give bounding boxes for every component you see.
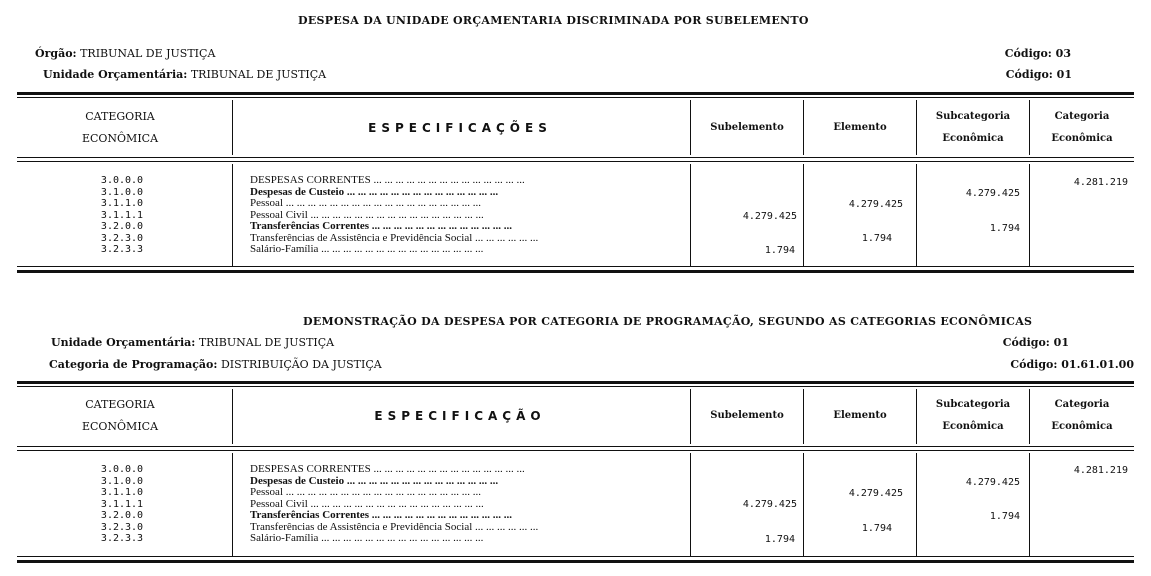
meta-value: TRIBUNAL DE JUSTIÇA	[190, 68, 327, 81]
spec-column	[250, 175, 686, 256]
row-code: 3.0.0.0	[100, 175, 144, 186]
table-bottom-rule	[17, 556, 1134, 557]
table-bottom-rule	[17, 266, 1134, 267]
value-subcategoria: 4.279.425	[965, 188, 1020, 199]
header-especificacoes: ESPECIFICAÇÕES	[368, 121, 552, 135]
header-bottom-rule	[17, 446, 1134, 447]
row-code: 3.2.0.0	[100, 221, 144, 232]
row-spec: Transferências de Assistência e Previdência Social ... ... ... ... ... ...	[250, 521, 539, 533]
meta-value: TRIBUNAL DE JUSTIÇA	[80, 47, 216, 60]
value-subelemento: 4.279.425	[742, 499, 797, 510]
table-bottom-rule	[17, 560, 1134, 563]
header-line: ECONÔMICA	[81, 132, 159, 145]
header-line: Categoria	[1054, 399, 1110, 410]
row-spec: Salário-Família ... ... ... ... ... ... ... ... ... ... ... ... ... ... ...	[250, 244, 484, 255]
col-divider	[803, 164, 804, 266]
value-subcategoria: 4.279.425	[965, 477, 1020, 488]
row-spec: Transferências Correntes ... ... ... ... ... ... ... ... ... ... ... ... ...	[250, 221, 513, 232]
header-subelemento: Subelemento	[710, 410, 784, 421]
section2-code-programacao: Código: 01.61.01.00	[1010, 358, 1134, 371]
header-line: CATEGORIA	[85, 110, 155, 123]
header-categoria-economica	[60, 394, 180, 438]
header-line: Econômica	[1051, 133, 1113, 144]
col-divider	[916, 164, 917, 266]
section1-code-orgao: Código: 03	[1004, 47, 1071, 60]
table-top-rule	[17, 92, 1134, 95]
row-spec: Pessoal ... ... ... ... ... ... ... ... ... ... ... ... ... ... ... ... ... ...	[250, 198, 481, 209]
section2-code-unidade: Código: 01	[1002, 336, 1069, 349]
header-line: Subcategoria	[935, 111, 1011, 122]
section1-meta-unidade	[43, 68, 326, 81]
value-elemento: 4.279.425	[848, 199, 903, 210]
value-subelemento: 1.794	[764, 245, 795, 256]
row-spec: DESPESAS CORRENTES ... ... ... ... ... ... ... ... ... ... ... ... ... ...	[250, 464, 525, 475]
header-categoria-economica	[60, 106, 180, 150]
section1-meta-orgao	[35, 47, 215, 60]
row-spec: Despesas de Custeio ... ... ... ... ... ... ... ... ... ... ... ... ... ...	[250, 186, 499, 198]
row-spec: Despesas de Custeio ... ... ... ... ... ... ... ... ... ... ... ... ... ...	[250, 475, 499, 487]
header-subelemento: Subelemento	[710, 122, 784, 133]
meta-label: Unidade Orçamentária:	[43, 68, 188, 81]
row-code: 3.1.0.0	[100, 475, 144, 487]
row-code: 3.1.1.0	[100, 487, 144, 498]
section2-meta-programacao	[49, 358, 382, 371]
row-code: 3.2.3.0	[100, 521, 144, 533]
row-code: 3.0.0.0	[100, 464, 144, 475]
table-bottom-rule	[17, 270, 1134, 273]
spec-column	[250, 464, 686, 545]
value-subelemento: 4.279.425	[742, 211, 797, 222]
meta-label: Órgão:	[35, 47, 77, 60]
row-code: 3.2.3.3	[100, 533, 144, 544]
header-subcategoria	[917, 394, 1029, 438]
row-code: 3.1.1.1	[100, 209, 144, 221]
header-line: Econômica	[1051, 421, 1113, 432]
code-column	[62, 175, 182, 256]
header-especificacao: ESPECIFICAÇÃO	[374, 409, 546, 423]
header-line: CATEGORIA	[85, 398, 155, 411]
section1-code-unidade: Código: 01	[1005, 68, 1072, 81]
row-code: 3.1.1.0	[100, 198, 144, 209]
col-divider	[916, 453, 917, 556]
table-top-rule-thin	[17, 97, 1134, 98]
row-spec: Pessoal Civil ... ... ... ... ... ... ... ... ... ... ... ... ... ... ... ...	[250, 209, 484, 221]
header-categoria	[1030, 106, 1134, 150]
col-divider	[803, 453, 804, 556]
meta-label: Categoria de Programação:	[49, 358, 218, 371]
section2-title: DEMONSTRAÇÃO DA DESPESA POR CATEGORIA DE PROGRAMAÇÃO, SEGUNDO AS CATEGORIAS ECONÔMICAS	[303, 315, 1033, 328]
col-divider	[232, 389, 233, 444]
row-code: 3.2.0.0	[100, 510, 144, 521]
header-bottom-rule	[17, 161, 1134, 162]
header-line: ECONÔMICA	[81, 420, 159, 433]
header-line: Econômica	[942, 421, 1004, 432]
section1-title: DESPESA DA UNIDADE ORÇAMENTARIA DISCRIMINADA POR SUBELEMENTO	[298, 14, 809, 27]
col-divider	[232, 100, 233, 155]
header-subcategoria	[917, 106, 1029, 150]
row-spec: Pessoal ... ... ... ... ... ... ... ... ... ... ... ... ... ... ... ... ... ...	[250, 487, 481, 498]
header-categoria	[1030, 394, 1134, 438]
header-elemento: Elemento	[833, 122, 887, 133]
meta-label: Unidade Orçamentária:	[51, 336, 196, 349]
value-elemento: 1.794	[861, 523, 892, 534]
header-line: Subcategoria	[935, 399, 1011, 410]
value-elemento: 1.794	[861, 233, 892, 244]
value-subelemento: 1.794	[764, 534, 795, 545]
row-spec: Pessoal Civil ... ... ... ... ... ... ... ... ... ... ... ... ... ... ... ...	[250, 498, 484, 510]
meta-value: TRIBUNAL DE JUSTIÇA	[198, 336, 335, 349]
row-code: 3.1.1.1	[100, 498, 144, 510]
row-spec: Salário-Família ... ... ... ... ... ... ... ... ... ... ... ... ... ... ...	[250, 533, 484, 544]
row-code: 3.2.3.3	[100, 244, 144, 255]
header-line: Econômica	[942, 133, 1004, 144]
row-spec: DESPESAS CORRENTES ... ... ... ... ... ... ... ... ... ... ... ... ... ...	[250, 175, 525, 186]
table-top-rule-thin	[17, 386, 1134, 387]
table-top-rule	[17, 381, 1134, 384]
header-bottom-rule	[17, 157, 1134, 158]
row-spec: Transferências Correntes ... ... ... ... ... ... ... ... ... ... ... ... ...	[250, 510, 513, 521]
value-subcategoria: 1.794	[989, 223, 1020, 234]
code-column	[62, 464, 182, 545]
row-code: 3.2.3.0	[100, 232, 144, 244]
row-spec: Transferências de Assistência e Previdência Social ... ... ... ... ... ...	[250, 232, 539, 244]
value-elemento: 4.279.425	[848, 488, 903, 499]
header-line: Categoria	[1054, 111, 1110, 122]
header-bottom-rule	[17, 450, 1134, 451]
col-divider	[232, 453, 233, 556]
row-code: 3.1.0.0	[100, 186, 144, 198]
meta-value: DISTRIBUIÇÃO DA JUSTIÇA	[220, 358, 382, 371]
col-divider	[232, 164, 233, 266]
value-categoria: 4.281.219	[1073, 177, 1128, 188]
header-elemento: Elemento	[833, 410, 887, 421]
value-subcategoria: 1.794	[989, 511, 1020, 522]
section2-meta-unidade	[51, 336, 334, 349]
value-categoria: 4.281.219	[1073, 465, 1128, 476]
